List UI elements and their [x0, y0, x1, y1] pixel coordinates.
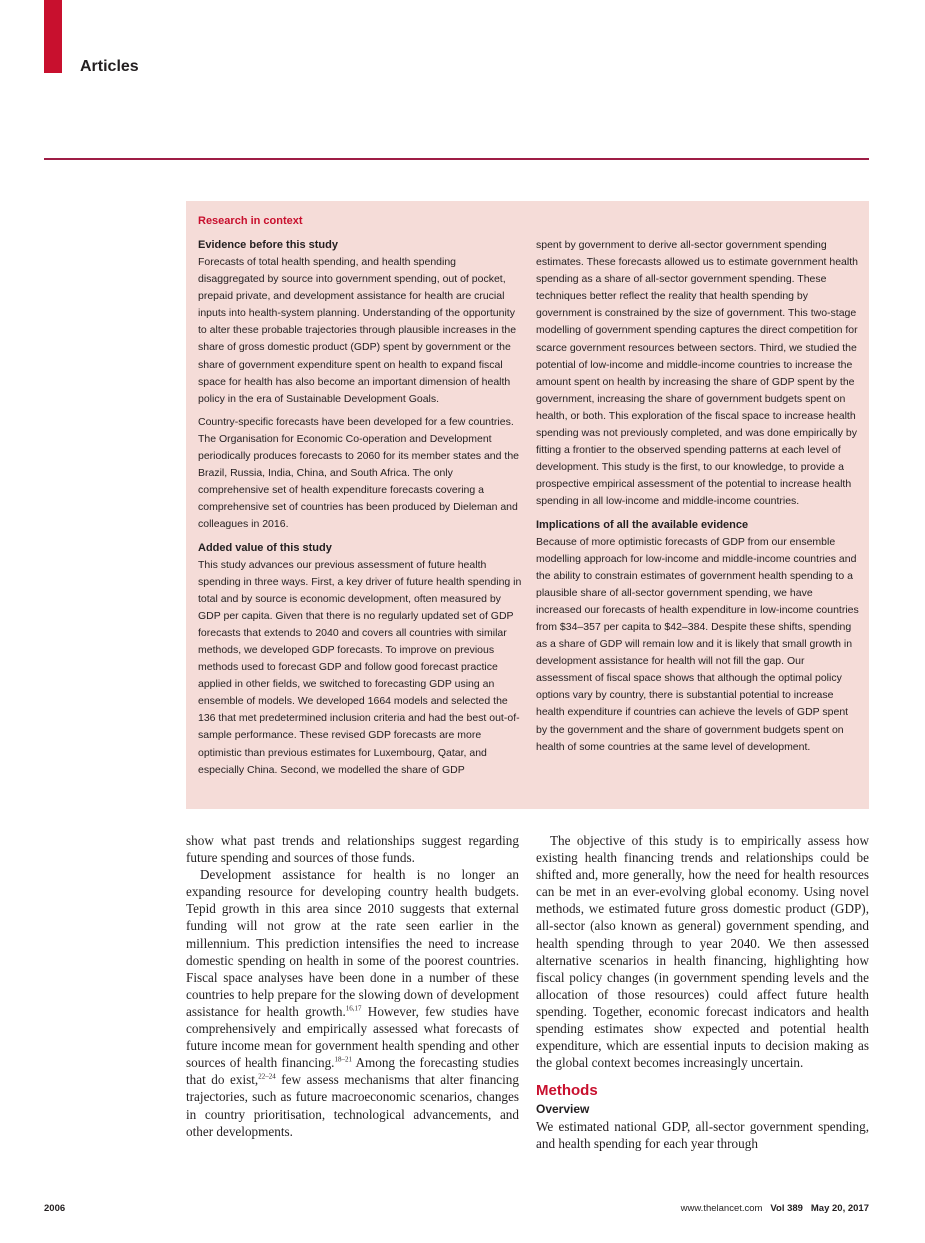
body-paragraph: The objective of this study is to empirically assess how existing health financing trends and relationships could be shifted and, more generally, how the need for health resources can be met in an ever-evolving global economy. Using novel methods, we estimated future gross domestic product (GDP), all-sector (also known as general) government spending, and health spending through to year 2040. We then assessed alternative scenarios in health financing, highlighting how fiscal policy changes (in government spending levels and the allocation of those resources) could affect future health spending. Together, economic forecast indicators and health spending estimates show expected and potential health expenditure, which are essential inputs to decision making as the global context becomes increasingly uncertain. — [536, 833, 869, 1071]
header-rule — [44, 158, 869, 160]
panel-left-column — [198, 237, 522, 785]
research-in-context-panel — [186, 201, 869, 809]
volume: Vol 389 — [770, 1203, 803, 1214]
overview-subheading: Overview — [536, 1102, 590, 1117]
body-text: Development assistance for health is no longer an expanding resource for developing country health budgets. Tepid growth in this area since 2010 suggests that external funding will not grow at the rate seen earlier in the millennium. This prediction intensifies the need to increase domestic spending on health in some of the poorest countries. Fiscal space analyses have been done in a number of these countries to help prepare for the slowing down of development assistance for health growth. — [186, 867, 519, 1019]
journal-website[interactable]: www.thelancet.com — [680, 1203, 763, 1214]
reference-link[interactable]: 18–21 — [334, 1055, 352, 1064]
body-text: few assess mechanisms that alter financing trajectories, such as future macroeconomic scenarios, changes in country prioritisation, technological advancements, and other developments. — [186, 1072, 519, 1139]
body-paragraph: We estimated national GDP, all-sector government spending, and health spending for each year through — [536, 1119, 869, 1152]
added-value-heading: Added value of this study — [198, 541, 332, 554]
added-value-paragraph-continued: spent by government to derive all-sector government spending estimates. These forecasts allowed us to estimate government health spending as a share of all-sector government spending. These techniques better reflect the reality that health spending by government is constrained by the size of government. This two-stage modelling of government spending captures the direct competition for scarce government resources between sectors. Third, we studied the potential of low-income and middle-income countries to increase the amount spent on health by increasing the share of GDP spent by the government, increasing the share of government budgets spent on health, or both. This exploration of the fiscal space to increase health spending was not previously completed, and was done empirically by fitting a frontier to the observed spending patterns at each level of development. This study is the first, to our knowledge, to provide a prospective empirical assessment of the potential to increase health spending in all low-income and middle-income countries. — [536, 239, 858, 508]
added-value-paragraph: This study advances our previous assessment of future health spending in three ways. First, a key driver of future health spending in total and by source is economic development, often measured by GDP per capita. Given that there is no regularly updated set of GDP forecasts that extends to 2040 and covers all countries with similar methods, we developed GDP forecasts. To improve on previous methods used to forecast GDP and follow good forecast practice applied in other fields, we switched to forecasting GDP using an ensemble of models. We developed 1664 models and selected the 136 that met predetermined inclusion criteria and had the best out-of-sample performance. These revised GDP forecasts are more optimistic than previous estimates for Luxembourg, Qatar, and especially China. Second, we modelled the share of GDP — [198, 558, 522, 776]
issue-date: May 20, 2017 — [810, 1203, 869, 1214]
methods-heading: Methods — [536, 1082, 598, 1100]
section-label: Articles — [80, 58, 139, 75]
body-text: Among the forecasting studies that do exist, — [186, 1055, 519, 1088]
body-text: However, few studies have comprehensively and empirically assessed what forecasts of future income mean for government health spending and other sources of health financing. — [186, 1003, 519, 1071]
implications-paragraph: Because of more optimistic forecasts of GDP from our ensemble modelling approach for low-income and middle-income countries and the ability to constrain estimates of government health spending to a plausible share of all-sector government spending, we have increased our forecasts of health expenditure in low-income countries from $34–357 per capita to $42–384. Despite these shifts, spending as a share of GDP will remain low and it is likely that small growth in development assistance for health will not fill the gap. Our assessment of fiscal space shows that although the optimal policy options vary by country, there is substantial potential to increase health expenditure if countries can achieve the levels of GDP spent by the government and the share of government budgets spent on health of some countries at the same level of development. — [536, 535, 859, 753]
evidence-paragraph-2: Country-specific forecasts have been developed for a few countries. The Organisation for Economic Co-operation and Development periodically produces forecasts to 2060 for its member states and the Brazil, Russia, India, China, and South Africa. The only comprehensive set of health expenditure forecasts covering a comprehensive set of countries has been produced by Dieleman and colleagues in 2016. — [198, 415, 519, 531]
body-left-column — [186, 832, 519, 1140]
evidence-paragraph-1: Forecasts of total health spending, and health spending disaggregated by source into government spending, out of pocket, prepaid private, and development assistance for health are crucial inputs into health-system planning. Understanding of the opportunity to alter these probable trajectories through plausible increases in the share of gross domestic product (GDP) spent by government or the share of government expenditure spent on health to expand fiscal space for health has also become an important dimension of health policy in the era of Sustainable Development Goals. — [198, 256, 517, 405]
body-paragraph — [186, 866, 519, 1140]
reference-link[interactable]: 16,17 — [345, 1004, 362, 1013]
implications-heading: Implications of all the available evidence — [536, 518, 749, 531]
footer-citation — [681, 1203, 869, 1214]
page-number: 2006 — [44, 1203, 66, 1214]
body-paragraph: show what past trends and relationships suggest regarding future spending and sources of those funds. — [186, 833, 519, 866]
section-accent-bar — [44, 0, 62, 73]
reference-link[interactable]: 22–24 — [258, 1072, 276, 1081]
evidence-heading: Evidence before this study — [198, 239, 338, 251]
panel-title: Research in context — [198, 215, 303, 227]
body-right-column — [536, 832, 869, 1153]
panel-right-column — [536, 237, 860, 762]
